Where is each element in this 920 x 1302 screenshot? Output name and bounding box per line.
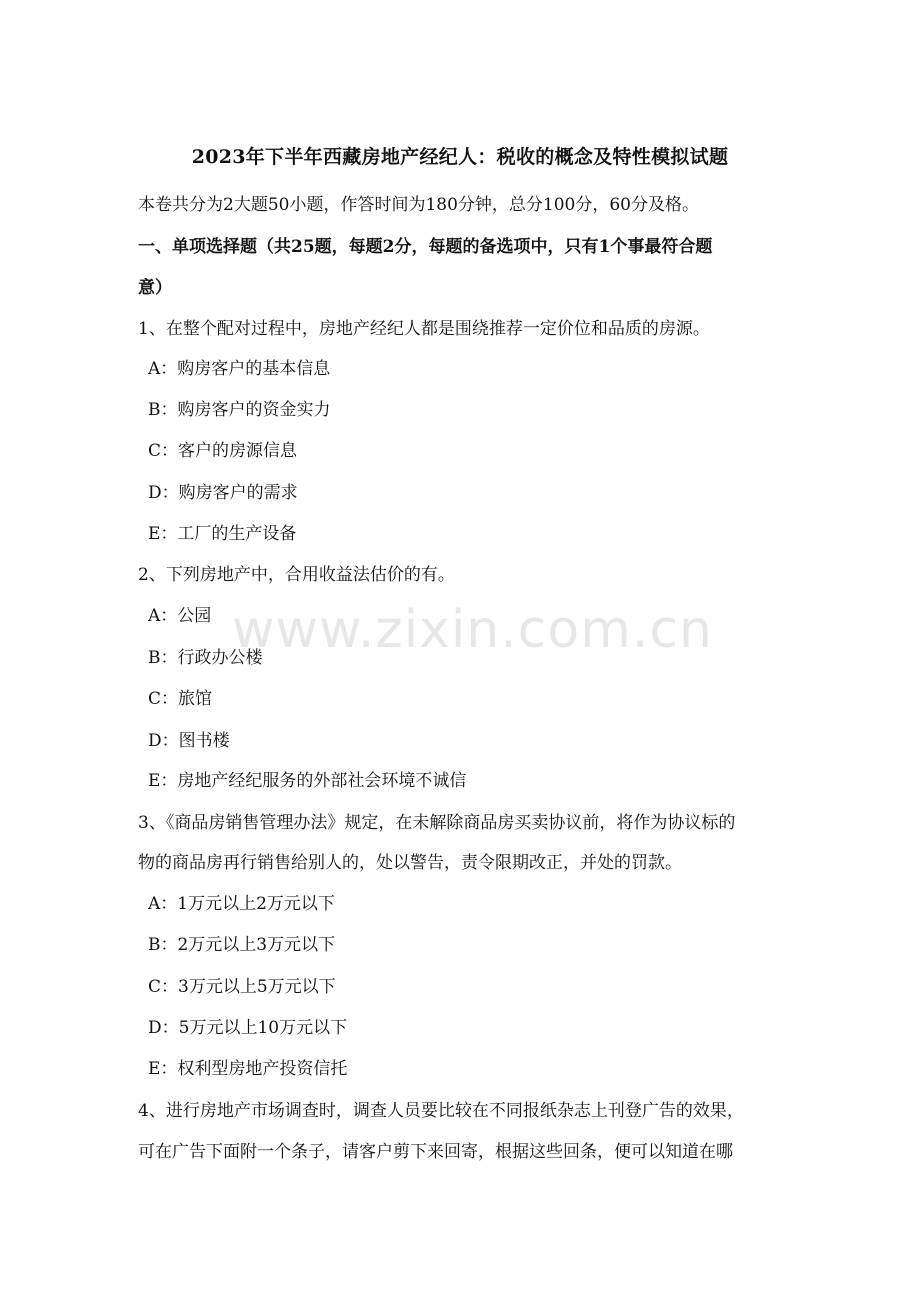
question-3-stem-line-2: 物的商品房再行销售给别人的，处以警告，责令限期改正，并处的罚款。 <box>138 853 682 873</box>
question-2-option-b: B：行政办公楼 <box>148 648 263 668</box>
question-3-stem-line-1: 3、《商品房销售管理办法》规定，在未解除商品房买卖协议前，将作为协议标的 <box>138 813 736 833</box>
question-2-option-d: D：图书楼 <box>148 731 230 751</box>
exam-intro: 本卷共分为2大题50小题，作答时间为180分钟，总分100分，60分及格。 <box>138 195 699 215</box>
watermark: www.zixin.com.cn <box>232 600 713 660</box>
question-4-stem-line-1: 4、进行房地产市场调查时，调查人员要比较在不同报纸杂志上刊登广告的效果， <box>138 1101 744 1121</box>
question-2-option-a: A：公园 <box>148 606 212 626</box>
section-heading-line-1: 一、单项选择题（共25题，每题2分，每题的备选项中，只有1个事最符合题 <box>138 237 713 257</box>
question-1-option-b: B：购房客户的资金实力 <box>148 400 331 420</box>
question-3-option-c: C：3万元以上5万元以下 <box>148 977 336 997</box>
question-3-option-d: D：5万元以上10万元以下 <box>148 1018 348 1038</box>
question-3-option-b: B：2万元以上3万元以下 <box>148 935 336 955</box>
question-3-option-e: E：权利型房地产投资信托 <box>148 1059 348 1079</box>
section-heading-line-2: 意） <box>138 278 172 298</box>
page-title: 2023年下半年西藏房地产经纪人：税收的概念及特性模拟试题 <box>191 146 729 168</box>
question-2-option-c: C：旅馆 <box>148 689 213 709</box>
question-1-option-d: D：购房客户的需求 <box>148 483 298 503</box>
question-1-option-c: C：客户的房源信息 <box>148 441 298 461</box>
question-1-option-e: E：工厂的生产设备 <box>148 524 297 544</box>
question-1-option-a: A：购房客户的基本信息 <box>148 359 331 379</box>
question-4-stem-line-2: 可在广告下面附一个条子，请客户剪下来回寄，根据这些回条，便可以知道在哪 <box>138 1142 733 1162</box>
question-2-option-e: E：房地产经纪服务的外部社会环境不诚信 <box>148 771 467 791</box>
question-2-stem: 2、下列房地产中，合用收益法估价的有。 <box>138 565 455 585</box>
question-1-stem: 1、在整个配对过程中，房地产经纪人都是围绕推荐一定价位和品质的房源。 <box>138 319 710 339</box>
question-3-option-a: A：1万元以上2万元以下 <box>148 894 335 914</box>
